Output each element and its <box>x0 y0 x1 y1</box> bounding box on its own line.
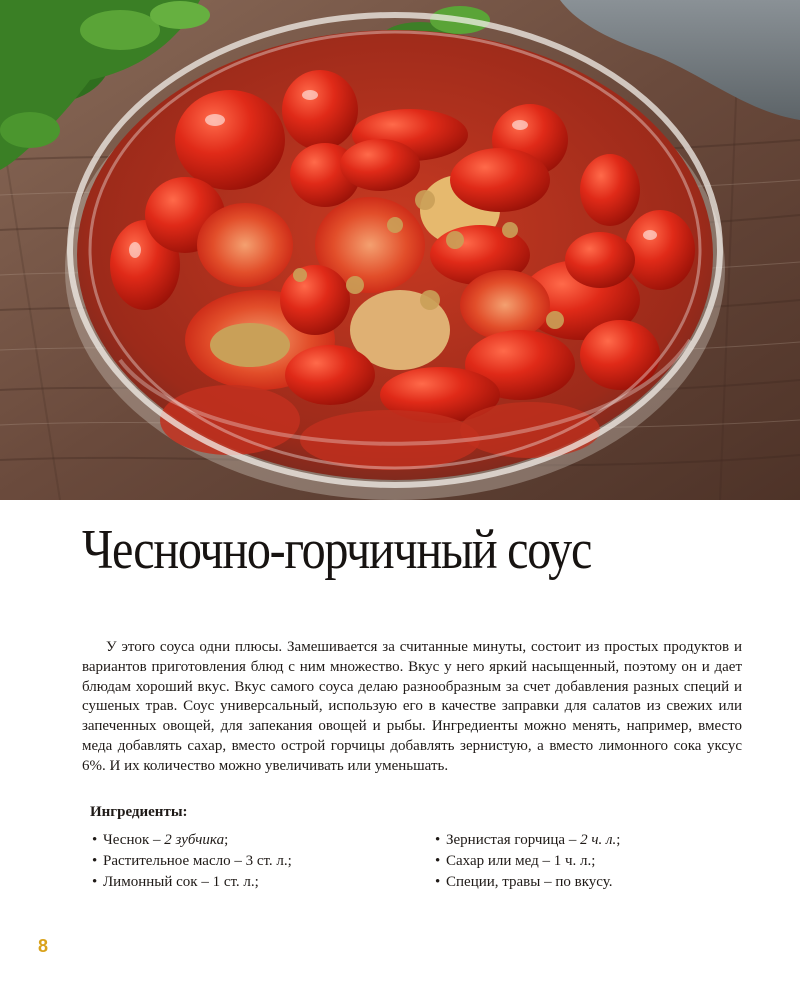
ingredient-item <box>92 830 292 851</box>
ingredient-end: ; <box>616 832 621 848</box>
ingredient-dash: – <box>565 832 581 848</box>
ingredient-item <box>435 830 620 851</box>
ingredient-end: . <box>608 874 613 890</box>
ingredient-item <box>92 872 292 893</box>
bullet-icon: • <box>435 853 441 869</box>
bullet-icon: • <box>92 874 98 890</box>
ingredient-dash: – <box>230 853 246 869</box>
recipe-title: Чесночно-горчичный соус <box>82 519 592 581</box>
ingredient-name: Зернистая горчица <box>446 832 566 848</box>
ingredient-amount: 3 ст. л. <box>245 853 288 869</box>
ingredients-heading: Ингредиенты: <box>90 804 188 820</box>
ingredient-amount: 1 ч. л. <box>553 853 592 869</box>
ingredient-end: ; <box>224 832 229 848</box>
ingredients-list-left <box>92 830 292 893</box>
bullet-icon: • <box>435 832 441 848</box>
ingredient-amount: 2 зубчика <box>164 832 225 848</box>
bullet-icon: • <box>92 853 98 869</box>
ingredient-dash: – <box>197 874 213 890</box>
ingredient-amount: 1 ст. л. <box>212 874 255 890</box>
ingredient-amount: по вкусу <box>555 874 609 890</box>
ingredient-amount: 2 ч. л. <box>580 832 617 848</box>
ingredient-item <box>92 851 292 872</box>
ingredient-end: ; <box>591 853 596 869</box>
bullet-icon: • <box>435 874 441 890</box>
ingredient-name: Сахар или мед <box>446 853 539 869</box>
ingredients-list-right <box>435 830 620 893</box>
recipe-intro: У этого соуса одни плюсы. Замешивается за считанные минуты, состоит из простых продуктов и вариантов приготовления блюд с ним множество. Вкус у него яркий насыщенный, поэтому он и дает блюдам хороший вкус. Вкус самого соуса делаю разнообразным за счет добавления разных специй и сушеных трав. Соус универсальный, использую его в качестве заправки для салатов из свежих или запеченных овощей, для запекания овощей и рыбы. Ингредиенты можно менять, например, вместо меда добавлять сахар, вместо острой горчицы добавлять зернистую, а вместо лимонного сока уксус 6%. И их количество можно увеличивать или уменьшать. <box>82 639 742 774</box>
ingredient-end: ; <box>254 874 259 890</box>
ingredient-name: Лимонный сок <box>103 874 198 890</box>
page-number: 8 <box>38 936 49 956</box>
ingredient-item <box>435 851 620 872</box>
ingredient-dash: – <box>540 874 556 890</box>
ingredient-end: ; <box>287 853 292 869</box>
ingredient-item <box>435 872 620 893</box>
ingredient-name: Чеснок <box>103 832 150 848</box>
ingredient-dash: – <box>538 853 554 869</box>
ingredient-name: Специи, травы <box>446 874 541 890</box>
bullet-icon: • <box>92 832 98 848</box>
ingredient-dash: – <box>149 832 165 848</box>
ingredient-name: Растительное масло <box>103 853 231 869</box>
